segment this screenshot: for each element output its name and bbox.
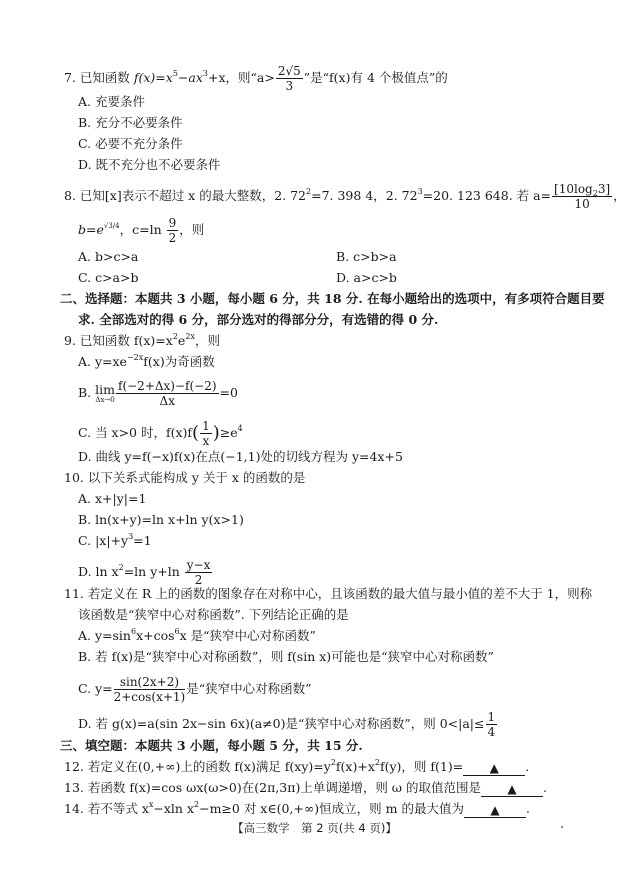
q11-c-text: C. y= xyxy=(78,681,113,696)
q9-c-text: C. 当 x>0 时，f(x)f xyxy=(78,425,193,440)
q7-exp5: 5 xyxy=(172,69,178,78)
q7-tail: +x，则“a> xyxy=(208,70,275,85)
q9-option-a xyxy=(78,354,215,370)
q10-d-fraction xyxy=(185,558,213,587)
q8-a-fraction xyxy=(552,182,612,211)
triangle-icon: ▲ xyxy=(489,761,499,775)
q8-b: b=e xyxy=(78,222,104,237)
q8-option-b: B. c>b>a xyxy=(336,249,397,264)
q11-d-num: 1 xyxy=(487,710,496,724)
question-7-stem xyxy=(64,64,448,93)
q8-eq2: =20. 123 648. 若 a= xyxy=(422,188,552,203)
q8-c-num: 9 xyxy=(168,216,177,230)
q9-e: e xyxy=(177,333,186,348)
triangle-icon: ▲ xyxy=(490,803,500,817)
q10-d-num: y−x xyxy=(186,558,211,572)
question-9-stem xyxy=(64,333,220,349)
q9-c-den: x xyxy=(202,434,210,448)
q12-mid: f(x)+x xyxy=(335,759,375,774)
q11-option-b: B. 若 f(x)是“狭窄中心对称函数”，则 f(sin x)可能也是“狭窄中心对称函数” xyxy=(78,649,494,664)
q9-c-exp: 4 xyxy=(237,424,243,433)
q8-option-a: A. b>c>a xyxy=(78,249,139,264)
question-8-line2 xyxy=(78,216,204,245)
q9-lim-text: lim xyxy=(95,381,115,397)
q11-c-den: 2+cos(x+1) xyxy=(113,690,186,704)
q8-c-fraction xyxy=(167,216,179,245)
q9-option-b xyxy=(78,379,238,408)
q9-option-d: D. 曲线 y=f(−x)f(x)在点(−1,1)处的切线方程为 y=4x+5 xyxy=(78,449,403,464)
q9-lim-under: Δx→0 xyxy=(95,395,115,404)
q10-c-post: =1 xyxy=(133,533,152,548)
q9-b-den: Δx xyxy=(159,394,175,408)
q8-c-den: 2 xyxy=(168,231,177,245)
q13-end: . xyxy=(542,780,547,795)
q11-option-d xyxy=(78,710,498,739)
question-8-stem xyxy=(64,182,626,211)
q9-b-fraction xyxy=(116,379,219,408)
q11-d-fraction xyxy=(486,710,498,739)
question-14 xyxy=(64,801,530,817)
q12-exp1: 2 xyxy=(330,758,336,767)
q10-option-b: B. ln(x+y)=ln x+ln y(x>1) xyxy=(78,512,244,527)
q8-comma: ， xyxy=(613,188,626,203)
q14-post: −m≥0 对 x∈(0,+∞)恒成立，则 m 的最大值为 xyxy=(199,801,464,816)
section-3-heading: 三、填空题：本题共 3 小题，每小题 5 分，共 15 分. xyxy=(60,738,363,753)
section-2-heading: 二、选择题：本题共 3 小题，每小题 6 分，共 18 分. 在每小题给出的选项中，有多项符合题目要 xyxy=(60,291,605,306)
q10-option-d xyxy=(78,558,213,587)
q8-a-num xyxy=(552,182,612,197)
q7-func: f(x)=x xyxy=(133,70,173,85)
q9-c-fraction xyxy=(200,419,212,448)
q9-c-rparen: ) xyxy=(212,422,220,444)
q14-text: 14. 若不等式 x xyxy=(64,801,149,816)
q8-text: 8. 已知[x]表示不超过 x 的最大整数，2. 72 xyxy=(64,188,307,203)
q7-mid: −ax xyxy=(177,70,203,85)
q8-a-den: 10 xyxy=(574,197,590,211)
q12-answer-blank[interactable] xyxy=(463,761,525,776)
q8-log-base: 2 xyxy=(592,189,598,198)
q11-a-mid: x+cos xyxy=(136,628,175,643)
q9-exp2x: 2x xyxy=(185,332,195,341)
q7-option-a: A. 充要条件 xyxy=(78,94,145,109)
q7-exp3: 3 xyxy=(202,69,208,78)
q9-a-text: A. y=xe xyxy=(78,354,127,369)
q10-option-c xyxy=(78,533,152,549)
q7-text: 7. 已知函数 xyxy=(64,70,134,85)
q13-answer-blank[interactable] xyxy=(481,782,543,797)
q14-exp1: x xyxy=(148,800,154,809)
q8-sq: 2 xyxy=(306,187,312,196)
q14-exp2: 2 xyxy=(194,800,200,809)
q12-text: 12. 若定义在(0,+∞)上的函数 f(x)满足 f(xy)=y xyxy=(64,759,331,774)
q9-b-post: =0 xyxy=(219,385,238,400)
q8-a-num-tail: 3] xyxy=(597,182,611,196)
q11-option-c xyxy=(78,675,312,704)
q8-option-c: C. c>a>b xyxy=(78,270,139,285)
q8-a-num-text: [10log xyxy=(554,182,593,196)
question-13 xyxy=(64,780,547,796)
q9-c-num: 1 xyxy=(202,419,210,433)
question-11-stem-cont: 该函数是“狭窄中心对称函数”. 下列结论正确的是 xyxy=(78,607,349,622)
q10-d-text: D. ln x xyxy=(78,564,119,579)
q13-text: 13. 若函数 f(x)=cos ωx(ω>0)在(2π,3π)上单调递增，则 ω 的取值范围是 xyxy=(64,780,481,795)
q7-option-c: C. 必要不充分条件 xyxy=(78,136,183,151)
q7-fraction xyxy=(276,64,303,93)
q11-d-den: 4 xyxy=(487,725,496,739)
q7-option-b: B. 充分不必要条件 xyxy=(78,115,183,130)
q9-c-post: ≥e xyxy=(219,425,238,440)
q8-cube: 3 xyxy=(417,187,423,196)
q8-b-exp: √3/4 xyxy=(103,222,120,230)
q11-d-text: D. 若 g(x)=a(sin 2x−sin 6x)(a≠0)是“狭窄中心对称函数”，则 0<|a|≤ xyxy=(78,716,485,731)
page-footer: 【高三数学 第 2 页(共 4 页)】 xyxy=(232,821,397,835)
q7-frac-num: 2√5 xyxy=(277,64,301,78)
q14-end: . xyxy=(525,801,530,816)
q10-d-exp: 2 xyxy=(118,563,124,572)
q10-c-text: C. |x|+y xyxy=(78,533,129,548)
triangle-icon: ▲ xyxy=(507,782,517,796)
q8-then: ，则 xyxy=(179,222,205,237)
q12-end: . xyxy=(525,759,530,774)
q9-a-post: f(x)为奇函数 xyxy=(143,354,215,369)
q9-text: 9. 已知函数 f(x)=x xyxy=(64,333,173,348)
q11-option-a xyxy=(78,628,316,644)
question-11-stem: 11. 若定义在 R 上的函数的图象存在对称中心，且该函数的最大值与最小值的差不大于 1，则称 xyxy=(64,586,593,601)
q8-c: ，c=ln xyxy=(119,222,166,237)
q8-eq1: =7. 398 4，2. 72 xyxy=(311,188,418,203)
q9-c-lparen: ( xyxy=(192,422,200,444)
q8-option-d: D. a>c>b xyxy=(336,270,397,285)
q10-d-den: 2 xyxy=(194,573,203,587)
q11-c-fraction xyxy=(114,675,186,704)
scan-speck xyxy=(561,826,563,828)
q10-option-a: A. x+|y|=1 xyxy=(78,491,147,506)
q10-c-exp: 3 xyxy=(128,532,134,541)
q14-mid: −xln x xyxy=(153,801,195,816)
q14-answer-blank[interactable] xyxy=(464,803,526,818)
q11-a-text: A. y=sin xyxy=(78,628,131,643)
q9-exp2: 2 xyxy=(172,332,178,341)
q12-post: f(y)，则 f(1)= xyxy=(379,759,464,774)
q7-frac-den: 3 xyxy=(285,79,294,93)
q11-a-post: x 是“狭窄中心对称函数” xyxy=(179,628,316,643)
q10-d-mid: =ln y+ln xyxy=(123,564,184,579)
q9-limit xyxy=(95,381,115,404)
q9-b-num: f(−2+Δx)−f(−2) xyxy=(118,379,217,393)
q11-c-post: 是“狭窄中心对称函数” xyxy=(186,681,312,696)
q9-post: ，则 xyxy=(194,333,220,348)
q9-option-c xyxy=(78,419,243,448)
q12-exp2: 2 xyxy=(374,758,380,767)
q9-a-exp: −2x xyxy=(126,353,144,362)
q9-b-label: B. xyxy=(78,385,96,400)
question-12 xyxy=(64,759,529,775)
question-10-stem: 10. 以下关系式能构成 y 关于 x 的函数的是 xyxy=(64,470,306,485)
q11-a-exp2: 6 xyxy=(174,627,180,636)
section-2-heading-cont: 求. 全部选对的得 6 分，部分选对的得部分分，有选错的得 0 分. xyxy=(78,312,439,327)
q7-post: ”是“f(x)有 4 个极值点”的 xyxy=(303,70,448,85)
q11-a-exp1: 6 xyxy=(130,627,137,636)
q7-option-d: D. 既不充分也不必要条件 xyxy=(78,157,221,172)
q11-c-num: sin(2x+2) xyxy=(114,675,186,690)
